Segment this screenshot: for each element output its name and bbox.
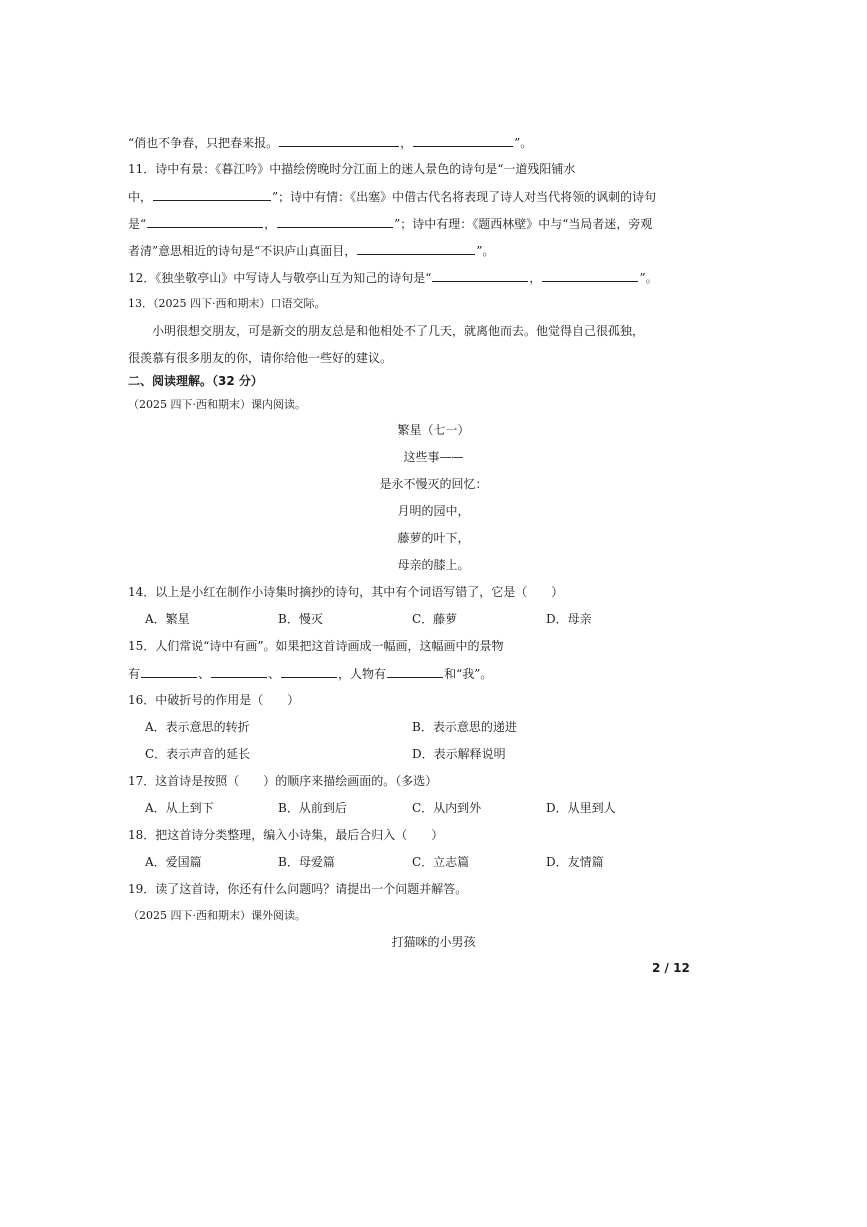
answer-blank[interactable] (153, 188, 271, 201)
reading-source: （2025 四下·西和期末）课内阅读。 (128, 398, 306, 411)
poem-fill-line: “俏也不争春，只把春来报。 ， ”。 (128, 136, 533, 150)
option-a[interactable]: A．表示意思的转折 (145, 720, 250, 734)
question-11-line4: 者清”意思相近的诗句是“不识庐山真面目， ”。 (128, 244, 495, 258)
question-12: 12．《独坐敬亭山》中写诗人与敬亭山互为知己的诗句是“ ， ”。 (128, 271, 658, 285)
article-title: 打猫咪的小男孩 (391, 935, 476, 949)
poem-line: 月明的园中， (397, 504, 470, 518)
poem-line: 母亲的膝上。 (397, 558, 470, 572)
question-11-line3: 是“ ， ”；诗中有理：《题西林壁》中与“当局者迷，旁观 (128, 217, 653, 231)
question-18: 18．把这首诗分类整理，编入小诗集，最后合归入（ ） (128, 828, 444, 842)
poem-line: 这些事—— (403, 450, 464, 464)
option-c[interactable]: C．表示声音的延长 (145, 747, 251, 761)
question-11-line2: 中， ”；诗中有情：《出塞》中借古代名将表现了诗人对当代将领的讽刺的诗句 (128, 190, 657, 204)
option-a[interactable]: A．繁星 (145, 612, 190, 626)
option-c[interactable]: C．立志篇 (412, 855, 470, 869)
answer-blank[interactable] (279, 134, 399, 147)
answer-blank[interactable] (357, 242, 475, 255)
option-d[interactable]: D．从里到人 (546, 801, 616, 815)
answer-blank[interactable] (387, 665, 443, 678)
option-a[interactable]: A．爱国篇 (145, 855, 202, 869)
answer-blank[interactable] (141, 665, 197, 678)
question-13-paragraph1: 小明很想交朋友，可是新交的朋友总是和他相处不了几天，就离他而去。他觉得自己很孤独， (152, 324, 645, 338)
answer-blank[interactable] (432, 269, 528, 282)
section-heading: 二、阅读理解。（32 分） (128, 374, 263, 388)
option-c[interactable]: C．从内到外 (412, 801, 482, 815)
question-16: 16．中破折号的作用是（ ） (128, 693, 300, 707)
question-13: 13．（2025 四下·西和期末）口语交际。 (128, 297, 326, 310)
page-number: 2 / 12 (652, 961, 690, 975)
answer-blank[interactable] (277, 215, 393, 228)
poem-line: 是永不慢灭的回忆： (379, 477, 488, 491)
answer-blank[interactable] (413, 134, 513, 147)
option-b[interactable]: B．母爱篇 (278, 855, 335, 869)
option-d[interactable]: D．表示解释说明 (412, 747, 506, 761)
question-15-line1: 15．人们常说“诗中有画”。如果把这首诗画成一幅画，这幅画中的景物 (128, 639, 504, 653)
question-17: 17．这首诗是按照（ ）的顺序来描绘画面的。（多选） (128, 774, 438, 788)
question-11-line1: 11．诗中有景：《暮江吟》中描绘傍晚时分江面上的迷人景色的诗句是“一道残阳铺水 (128, 162, 576, 176)
question-19: 19．读了这首诗，你还有什么问题吗？请提出一个问题并解答。 (128, 882, 468, 896)
option-a[interactable]: A．从上到下 (145, 801, 214, 815)
option-b[interactable]: B．表示意思的递进 (412, 720, 517, 734)
option-d[interactable]: D．友情篇 (546, 855, 604, 869)
option-d[interactable]: D．母亲 (546, 612, 592, 626)
answer-blank[interactable] (147, 215, 263, 228)
question-14: 14．以上是小红在制作小诗集时摘抄的诗句，其中有个词语写错了，它是（ ） (128, 585, 564, 599)
poem-title: 繁星（七一） (397, 423, 470, 437)
option-c[interactable]: C．藤萝 (412, 612, 458, 626)
question-13-paragraph2: 很羡慕有很多朋友的你，请你给他一些好的建议。 (128, 351, 393, 365)
poem-line: 藤萝的叶下， (397, 531, 470, 545)
answer-blank[interactable] (542, 269, 638, 282)
answer-blank[interactable] (211, 665, 267, 678)
option-b[interactable]: B．慢灭 (278, 612, 323, 626)
reading-source: （2025 四下·西和期末）课外阅读。 (128, 909, 306, 922)
option-b[interactable]: B．从前到后 (278, 801, 347, 815)
answer-blank[interactable] (281, 665, 337, 678)
question-15-line2: 有 、 、 ，人物有 和“我”。 (128, 667, 493, 681)
